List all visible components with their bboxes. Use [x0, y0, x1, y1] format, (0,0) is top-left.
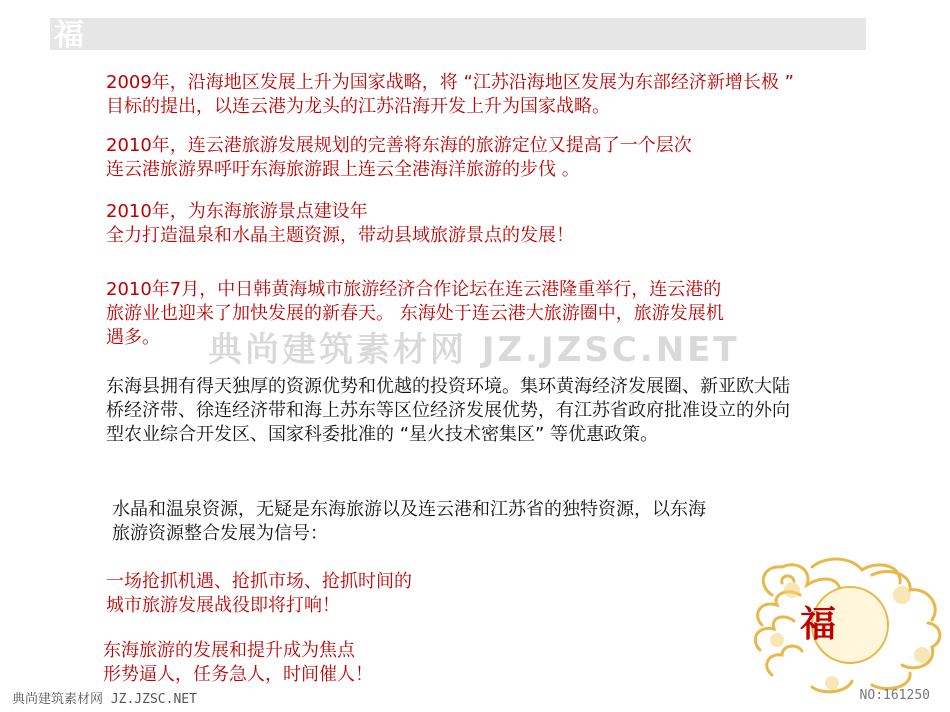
header-bar: [50, 18, 866, 50]
text-line: 连云港旅游界呼吁东海旅游跟上连云全港海洋旅游的步伐 。: [106, 159, 580, 180]
paragraph-2009-strategy: [106, 71, 794, 119]
text-line: 型农业综合开发区、国家科委批准的 “星火技术密集区” 等优惠政策。: [106, 424, 659, 445]
text-line: 一场抢抓机遇、抢抓市场、抢抓时间的: [106, 571, 412, 592]
text-line: 水晶和温泉资源，无疑是东海旅游以及连云港和江苏省的独特资源，以东海: [112, 499, 706, 520]
text-line: 2010年，为东海旅游景点建设年: [106, 201, 368, 222]
fu-cloud-emblem-icon: [752, 555, 947, 695]
paragraph-2010-scenic-year: [106, 200, 574, 248]
paragraph-crystal-hotspring: [112, 498, 706, 546]
text-line: 东海旅游的发展和提升成为焦点: [103, 640, 355, 661]
paragraph-2010-planning: [106, 134, 692, 182]
text-line: 旅游业也迎来了加快发展的新春天。 东海处于连云港大旅游圈中，旅游发展机: [106, 303, 724, 324]
footer-number: NO:161250: [859, 688, 930, 703]
text-line: 2009年，沿海地区发展上升为国家战略，将 “江苏沿海地区发展为东部经济新增长极 ”: [106, 72, 794, 93]
text-line: 形势逼人，任务急人，时间催人！: [103, 664, 373, 685]
text-line: 旅游资源整合发展为信号：: [112, 523, 328, 544]
header-fu-glyph: 福: [54, 18, 84, 53]
text-line: 遇多。: [106, 327, 160, 348]
text-line: 目标的提出，以连云港为龙头的江苏沿海开发上升为国家战略。: [106, 96, 610, 117]
text-line: 2010年，连云港旅游发展规划的完善将东海的旅游定位又提高了一个层次: [106, 135, 692, 156]
text-line: 城市旅游发展战役即将打响！: [106, 595, 340, 616]
fu-character: 福: [800, 603, 837, 645]
text-line: 全力打造温泉和水晶主题资源，带动县域旅游景点的发展！: [106, 225, 574, 246]
paragraph-campaign: [106, 570, 412, 618]
footer-site-name: 典尚建筑素材网 JZ.JZSC.NET: [12, 692, 197, 707]
paragraph-donghai-advantages: [106, 375, 790, 447]
paragraph-focus: [103, 639, 373, 687]
text-line: 2010年7月，中日韩黄海城市旅游经济合作论坛在连云港隆重举行，连云港的: [106, 279, 722, 300]
watermark: 典尚建筑素材网 JZ.JZSC.NET: [208, 330, 740, 370]
text-line: 桥经济带、徐连经济带和海上苏东等区位经济发展优势，有江苏省政府批准设立的外向: [106, 400, 790, 421]
text-line: 东海县拥有得天独厚的资源优势和优越的投资环境。集环黄海经济发展圈、新亚欧大陆: [106, 376, 790, 397]
